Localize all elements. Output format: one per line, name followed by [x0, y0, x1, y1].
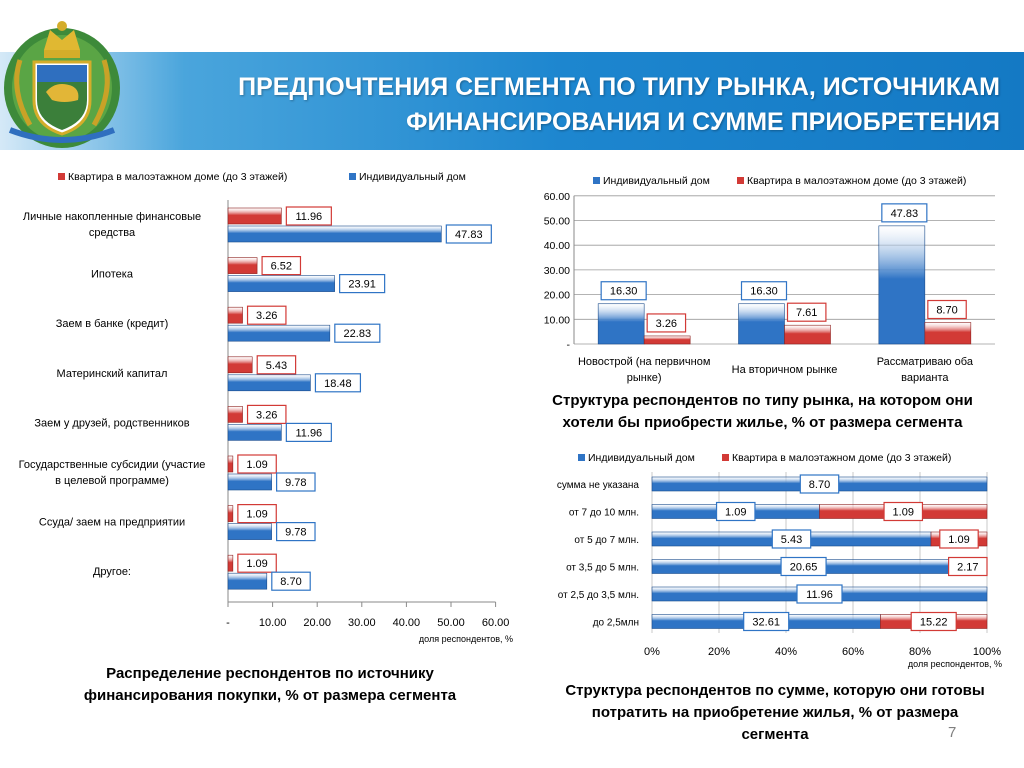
category-label: до 2,5млн: [592, 617, 639, 629]
y-tick-label: 30.00: [543, 264, 570, 277]
category-label: от 7 до 10 млн.: [568, 507, 639, 519]
page-title-line1: ПРЕДПОЧТЕНИЯ СЕГМЕНТА ПО ТИПУ РЫНКА, ИСТОЧНИКАМ: [238, 73, 1000, 101]
bar-red: [925, 323, 971, 344]
data-label-red: 5.43: [265, 359, 288, 372]
bar-blue: [228, 375, 310, 391]
category-label: Личные накопленные финансовые средства: [22, 211, 202, 239]
legend-label: Индивидуальный дом: [603, 175, 710, 187]
legend-swatch: [58, 173, 65, 180]
category-label: Государственные субсидии (участие в целевой программе): [18, 459, 206, 487]
bar-red: [785, 325, 831, 344]
bar-red: [228, 208, 281, 224]
data-label-red: 11.96: [295, 211, 323, 223]
y-tick-label: 20.00: [543, 289, 570, 302]
category-label: Ипотека: [91, 268, 133, 281]
page-title-line2: ФИНАНСИРОВАНИЯ И СУММЕ ПРИОБРЕТЕНИЯ: [406, 108, 1000, 136]
legend-swatch: [593, 177, 600, 184]
category-label: от 5 до 7 млн.: [574, 535, 639, 546]
data-label-red: 2.17: [957, 561, 979, 574]
data-label-blue: 11.96: [806, 589, 833, 601]
data-label-blue: 18.48: [324, 377, 352, 390]
data-label-blue: 5.43: [780, 534, 803, 546]
legend-swatch: [722, 454, 729, 461]
data-label-red: 3.26: [256, 409, 278, 422]
data-label-red: 1.09: [948, 534, 970, 546]
data-label-blue: 9.78: [285, 526, 307, 539]
x-tick-label: 100%: [972, 646, 1002, 658]
caption-top-right: Структура респондентов по типу рынка, на котором они хотели бы приобрести жилье, % от размера сегмента: [552, 392, 973, 431]
category-label: Заем в банке (кредит): [55, 318, 169, 331]
y-tick-label: 10.00: [543, 314, 570, 327]
category-label: от 3,5 до 5 млн.: [566, 562, 639, 574]
x-tick-label: 40%: [774, 646, 798, 658]
y-tick-label: 40.00: [543, 240, 570, 253]
data-label-red: 1.09: [246, 558, 268, 571]
x-tick-label: 60%: [841, 646, 865, 658]
data-label-blue: 22.83: [343, 328, 372, 341]
bar-red: [228, 307, 243, 323]
financing-source-chart: [0, 160, 520, 650]
category-label: Другое:: [92, 566, 132, 579]
legend-swatch: [737, 177, 744, 184]
data-label-red: 3.26: [256, 310, 278, 323]
bar-blue: [228, 424, 281, 440]
x-tick-label: 30.00: [348, 617, 376, 629]
x-tick-label: 20%: [707, 646, 731, 658]
bar-red: [228, 555, 233, 571]
category-label: На вторичном рынке: [731, 364, 838, 376]
coat-of-arms-logo: [0, 0, 130, 150]
data-label-red: 1.09: [246, 508, 268, 521]
data-label-red: 7.61: [795, 307, 818, 320]
x-tick-label: 10.00: [258, 617, 287, 629]
y-tick-label: -: [566, 339, 570, 351]
data-label-blue: 32.61: [752, 616, 780, 629]
data-label-red: 6.52: [270, 260, 292, 273]
bar-blue: [228, 524, 272, 540]
data-label-blue: 16.30: [750, 285, 778, 298]
data-label-blue: 47.83: [890, 207, 919, 220]
caption-left: Распределение респондентов по источнику финансирования покупки, % от размера сегмента: [83, 665, 457, 704]
category-label: Материнский капитал: [56, 367, 168, 380]
data-label-blue: 8.70: [808, 479, 831, 491]
bar-red: [228, 506, 233, 522]
category-label: Рассматриваю оба варианта: [876, 356, 973, 384]
x-tick-label: 0%: [644, 646, 660, 658]
x-tick-label: -: [226, 617, 230, 629]
category-label: Заем у друзей, родственников: [34, 417, 190, 430]
bar-red: [644, 336, 690, 344]
x-tick-label: 20.00: [303, 617, 331, 629]
page-number: 7: [948, 724, 957, 741]
bar-blue: [739, 304, 785, 344]
purchase-amount-chart: [530, 445, 1024, 675]
legend-label: Индивидуальный дом: [588, 452, 695, 464]
bar-blue: [228, 276, 335, 292]
legend-label: Квартира в малоэтажном доме (до 3 этажей): [747, 175, 967, 187]
page-title: [160, 70, 1000, 140]
x-axis-label: доля респондентов, %: [418, 634, 513, 644]
legend-label: Квартира в малоэтажном доме (до 3 этажей): [68, 171, 288, 183]
data-label-blue: 20.65: [789, 561, 818, 574]
data-label-blue: 8.70: [280, 576, 302, 589]
bar-red: [228, 456, 233, 472]
x-tick-label: 60.00: [481, 617, 510, 629]
data-label-red: 3.26: [655, 317, 678, 330]
legend-label: Квартира в малоэтажном доме (до 3 этажей): [732, 452, 952, 464]
category-label: от 2,5 до 3,5 млн.: [557, 590, 639, 601]
legend-label: Индивидуальный дом: [359, 171, 466, 183]
bar-red: [228, 406, 243, 422]
x-axis-label: доля респондентов, %: [907, 659, 1002, 669]
y-tick-label: 50.00: [543, 215, 570, 228]
data-label-blue: 47.83: [455, 229, 483, 241]
data-label-blue: 23.91: [348, 278, 376, 291]
bar-blue: [228, 226, 441, 242]
legend-swatch: [349, 173, 356, 180]
data-label-red: 8.70: [936, 304, 958, 317]
bar-red: [228, 357, 252, 373]
x-tick-label: 50.00: [437, 617, 465, 629]
data-label-blue: 1.09: [725, 506, 747, 519]
x-tick-label: 40.00: [392, 617, 421, 629]
category-label: Ссуда/ заем на предприятии: [38, 516, 186, 529]
market-type-chart: [530, 165, 1024, 385]
legend-swatch: [578, 454, 585, 461]
bar-blue: [598, 304, 644, 344]
bar-blue: [228, 325, 330, 341]
bar-blue: [228, 573, 267, 589]
bar-red: [228, 258, 257, 274]
data-label-blue: 16.30: [609, 285, 638, 298]
data-label-blue: 9.78: [285, 477, 307, 489]
data-label-red: 1.09: [892, 506, 914, 519]
data-label-red: 15.22: [919, 616, 948, 629]
data-label-blue: 11.96: [295, 427, 323, 440]
caption-bottom-right: Структура респондентов по сумме, которую они готовы потратить на приобретение жилья, % от размера сегмента: [565, 682, 985, 743]
bar-blue: [228, 474, 272, 490]
category-label: сумма не указана: [556, 480, 639, 491]
data-label-red: 1.09: [246, 459, 268, 471]
category-label: Новострой (на первичном рынке): [577, 356, 711, 384]
bar-blue: [879, 226, 925, 344]
y-tick-label: 60.00: [543, 190, 570, 203]
x-tick-label: 80%: [908, 646, 932, 658]
